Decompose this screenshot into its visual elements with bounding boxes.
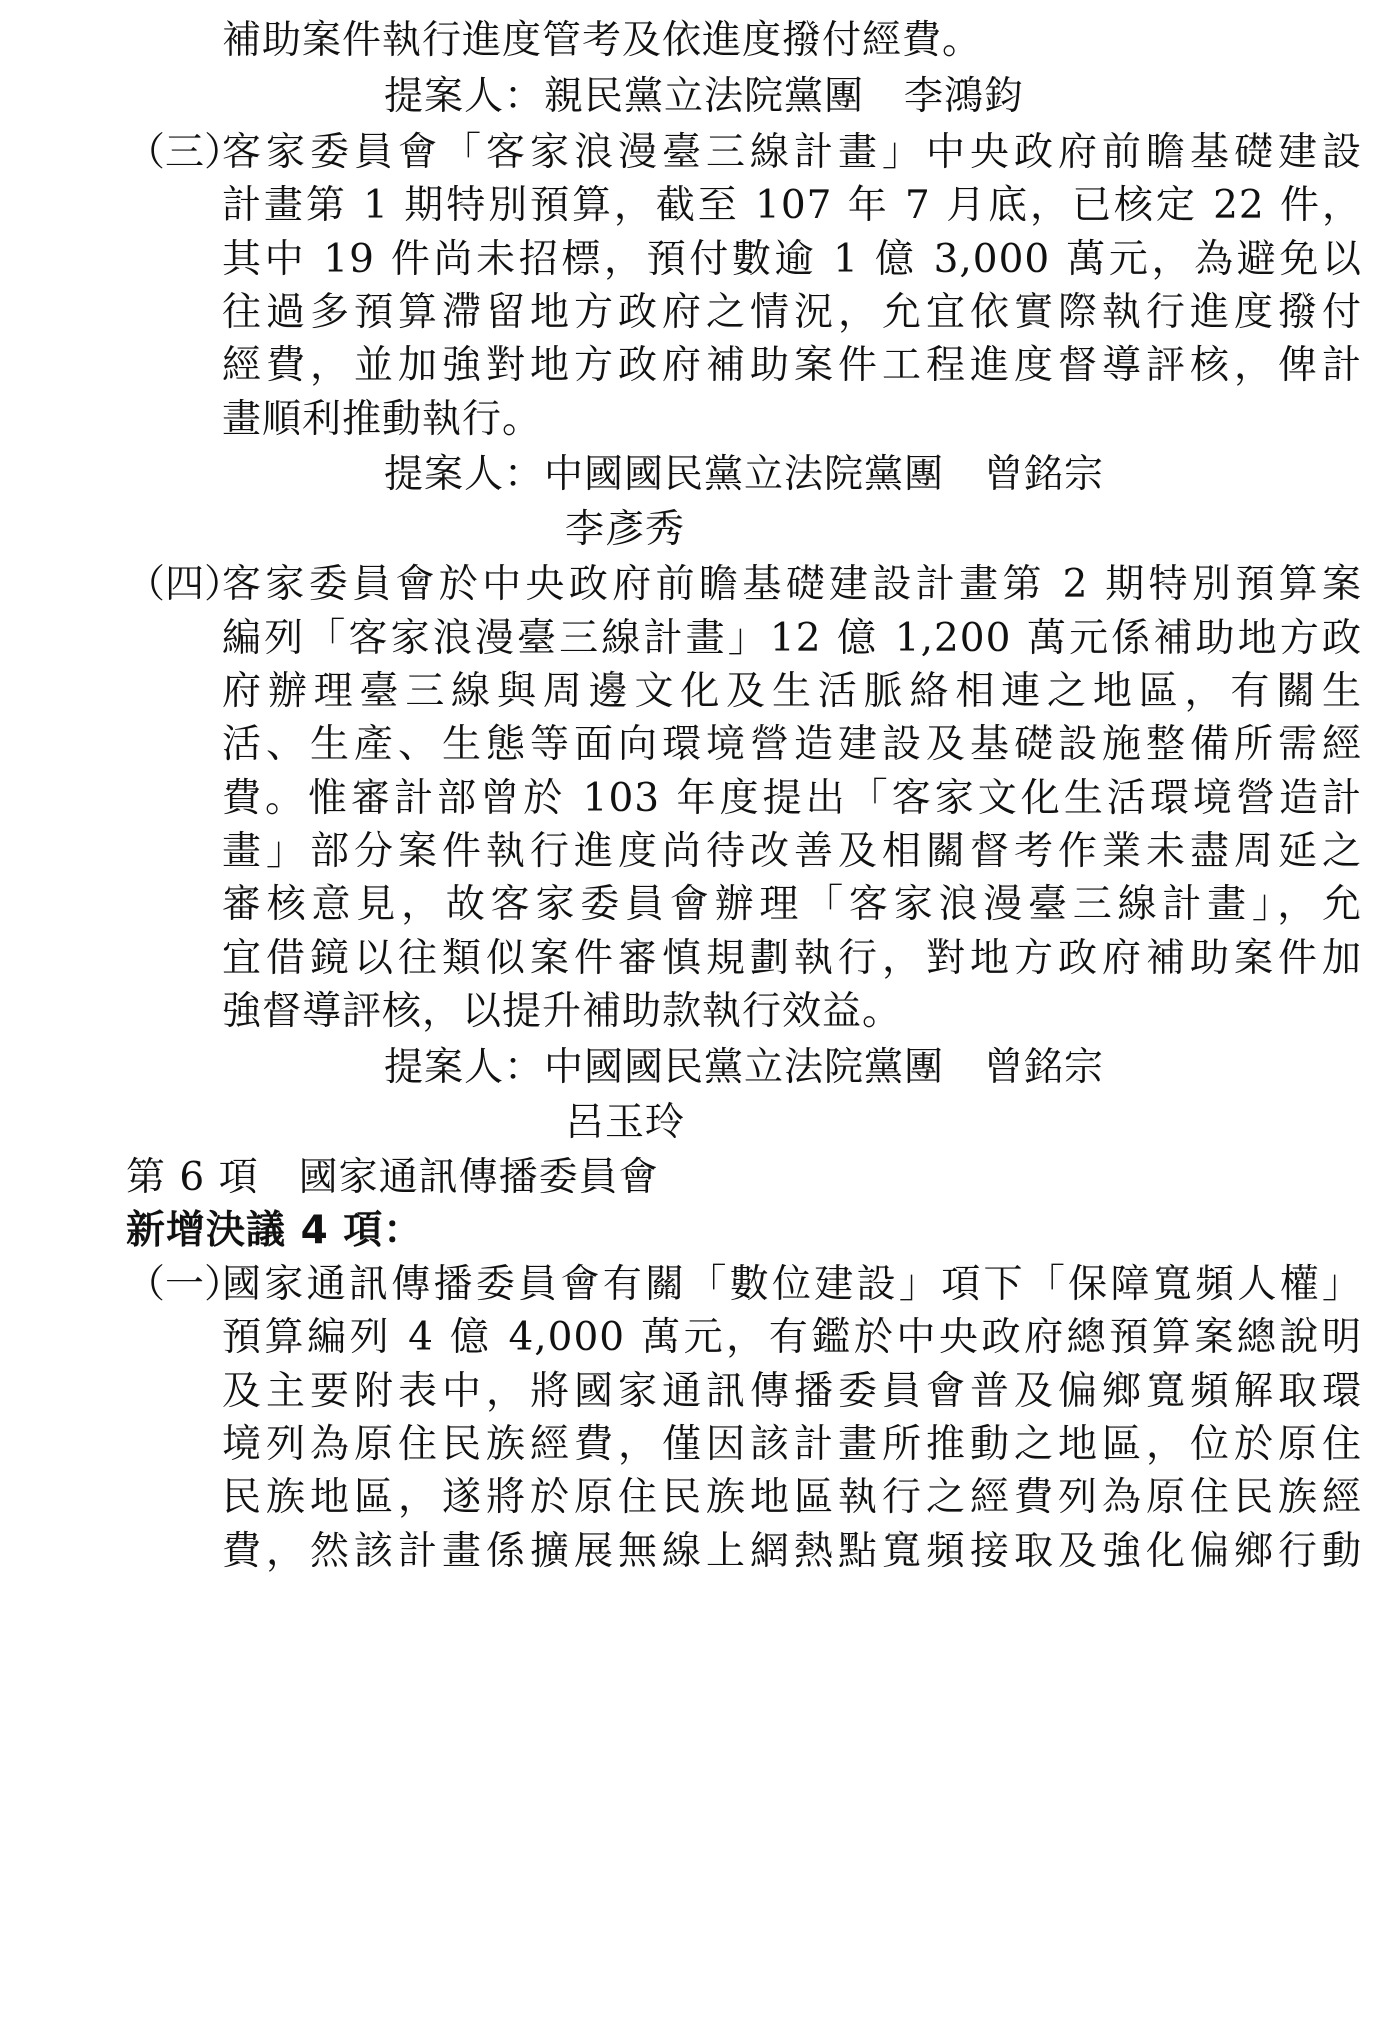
- paragraph-line: 府辦理臺三線與周邊文化及生活脈絡相連之地區，有關生: [222, 669, 1362, 714]
- item-marker: （一）: [126, 1262, 244, 1307]
- proposer-line: [384, 450, 1104, 500]
- paragraph-line: 預算編列 4 億 4,000 萬元，有鑑於中央政府總預算案總說明: [222, 1315, 1362, 1360]
- paragraph-line: 客家委員會於中央政府前瞻基礎建設計畫第 2 期特別預算案: [222, 562, 1362, 607]
- proposer-line: [384, 1043, 1104, 1093]
- paragraph-line: 編列「客家浪漫臺三線計畫」12 億 1,200 萬元係補助地方政: [222, 616, 1362, 661]
- paragraph-line: 活、生產、生態等面向環境營造建設及基礎設施整備所需經: [222, 722, 1362, 767]
- proposer-name: 呂玉玲: [565, 1100, 686, 1145]
- paragraph-line: 經費，並加強對地方政府補助案件工程進度督導評核，俾計: [222, 343, 1362, 388]
- proposer-label: 提案人：中國國民黨立法院黨團: [384, 1045, 945, 1090]
- paragraph-line: 計畫第 1 期特別預算，截至 107 年 7 月底，已核定 22 件，: [222, 183, 1362, 228]
- resolution-heading: 新增決議 4 項：: [126, 1208, 424, 1253]
- proposer-name: 李彥秀: [565, 507, 686, 552]
- paragraph-line: 境列為原住民族經費，僅因該計畫所推動之地區，位於原住: [222, 1422, 1362, 1467]
- item-marker: （四）: [126, 562, 244, 607]
- paragraph-line: 畫順利推動執行。: [222, 397, 543, 442]
- paragraph-line: 及主要附表中，將國家通訊傳播委員會普及偏鄉寬頻解取環: [222, 1369, 1362, 1414]
- paragraph-line: 費。惟審計部曾於 103 年度提出「客家文化生活環境營造計: [222, 776, 1362, 821]
- paragraph-line: 其中 19 件尚未招標，預付數逾 1 億 3,000 萬元，為避免以: [222, 237, 1362, 282]
- paragraph-line: 審核意見，故客家委員會辦理「客家浪漫臺三線計畫」，允: [222, 882, 1362, 927]
- paragraph-line: 補助案件執行進度管考及依進度撥付經費。: [222, 18, 983, 63]
- paragraph-line: 客家委員會「客家浪漫臺三線計畫」中央政府前瞻基礎建設: [222, 130, 1362, 175]
- paragraph-line: 民族地區，遂將於原住民族地區執行之經費列為原住民族經: [222, 1475, 1362, 1520]
- proposer-label: 提案人：親民黨立法院黨團: [384, 74, 865, 119]
- paragraph-line: 畫」部分案件執行進度尚待改善及相關督考作業未盡周延之: [222, 829, 1362, 874]
- proposer-name: 李鴻鈞: [904, 74, 1025, 119]
- section-heading: 第 6 項 國家通訊傳播委員會: [126, 1155, 659, 1200]
- paragraph-line: 國家通訊傳播委員會有關「數位建設」項下「保障寬頻人權」: [222, 1262, 1362, 1307]
- paragraph-line: 費，然該計畫係擴展無線上網熱點寬頻接取及強化偏鄉行動: [222, 1529, 1362, 1574]
- paragraph-line: 宜借鏡以往類似案件審慎規劃執行，對地方政府補助案件加: [222, 936, 1362, 981]
- proposer-name: 曾銘宗: [984, 1045, 1105, 1090]
- proposer-name: 曾銘宗: [984, 452, 1105, 497]
- proposer-label: 提案人：中國國民黨立法院黨團: [384, 452, 945, 497]
- paragraph-line: 往過多預算滯留地方政府之情況，允宜依實際執行進度撥付: [222, 290, 1362, 335]
- item-marker: （三）: [126, 130, 244, 175]
- paragraph-line: 強督導評核，以提升補助款執行效益。: [222, 989, 903, 1034]
- proposer-line: [384, 72, 1024, 122]
